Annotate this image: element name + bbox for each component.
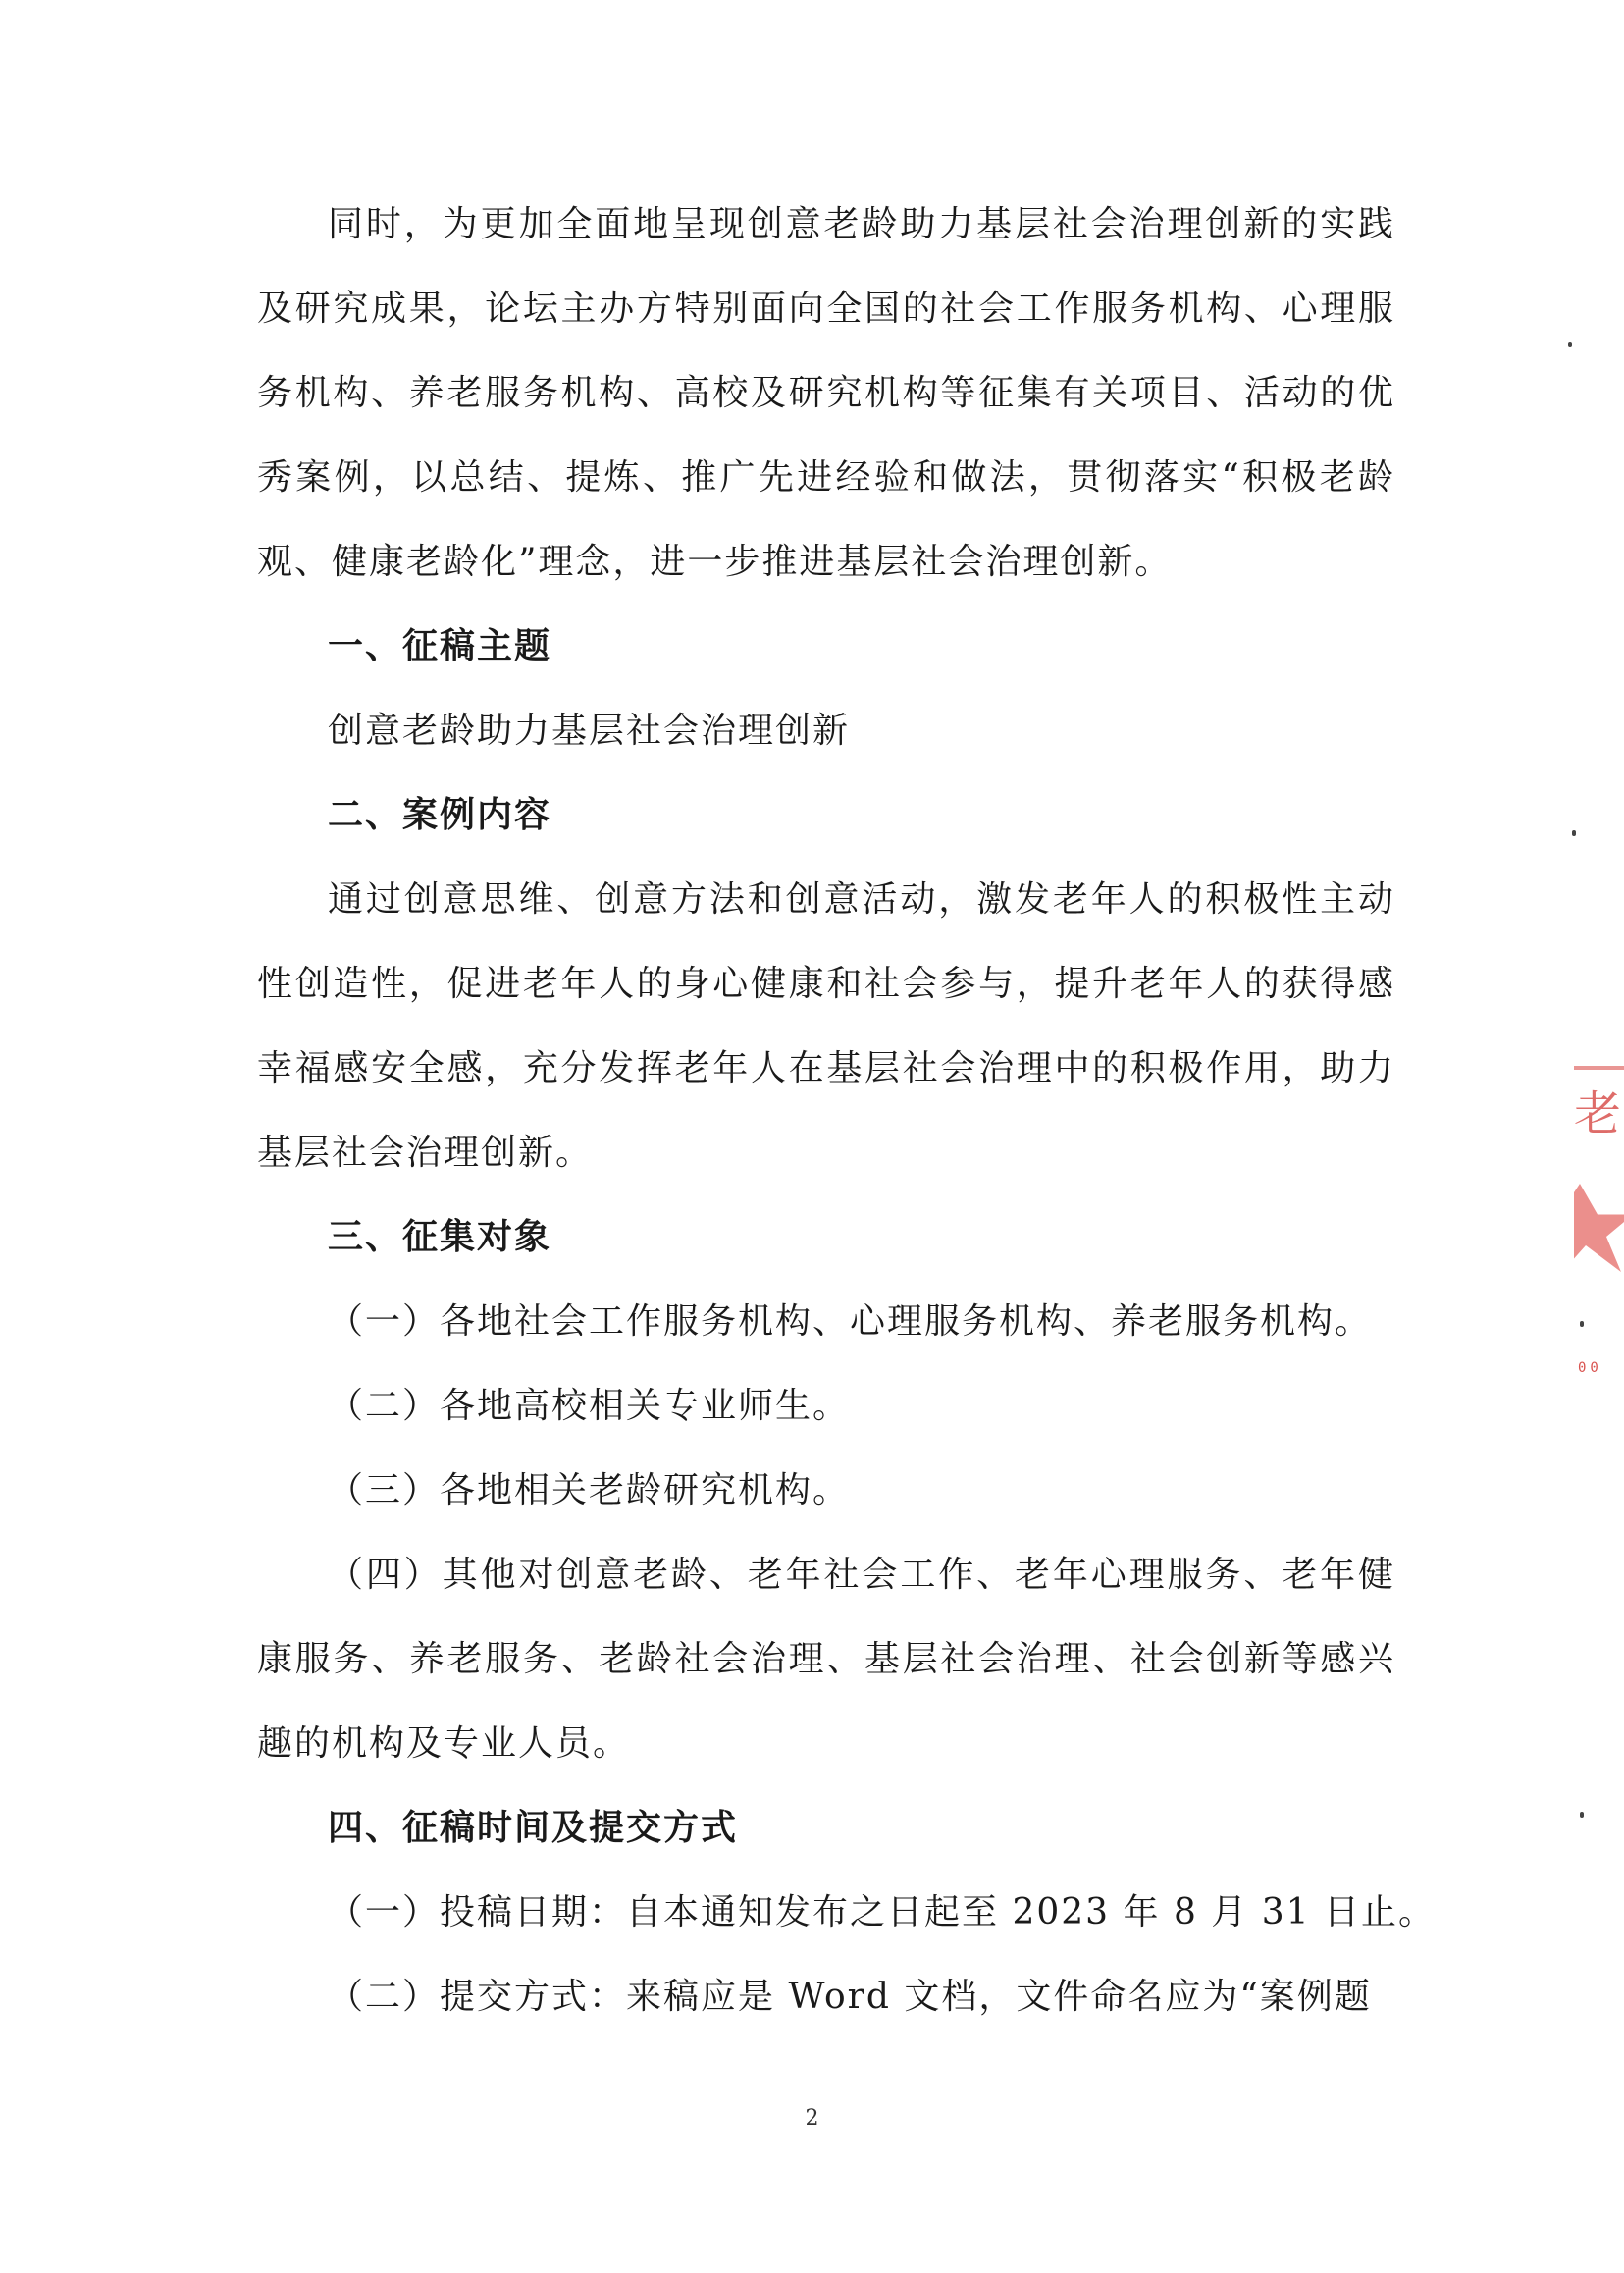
scan-speck (1580, 1321, 1584, 1327)
section-1-heading: 一、征稿主题 (328, 626, 552, 666)
section-4-item: （二）提交方式：来稿应是 Word 文档，文件命名应为“案例题 (328, 1977, 1372, 2017)
seal-character: 老 (1574, 1086, 1622, 1141)
seal-star-icon (1574, 1184, 1624, 1272)
section-2-heading: 二、案例内容 (328, 795, 552, 835)
intro-paragraph: 同时，为更加全面地呈现创意老龄助力基层社会治理创新的实践及研究成果，论坛主办方特别面向全国的社会工作服务机构、心理服务机构、养老服务机构、高校及研究机构等征集有关项目、活动的优秀案例，以总结、提炼、推广先进经验和做法，贯彻落实“积极老龄观、健康老龄化”理念，进一步推进基层社会治理创新。 (257, 204, 1395, 582)
section-4-heading: 四、征稿时间及提交方式 (328, 1808, 739, 1848)
page-number: 2 (805, 2106, 819, 2131)
seal-ring (1574, 1066, 1624, 1070)
seal-stamp-fragment (1574, 1066, 1624, 1419)
seal-digits: 00 (1578, 1360, 1602, 1376)
section-2-body: 通过创意思维、创意方法和创意活动，激发老年人的积极性主动性创造性，促进老年人的身心健康和社会参与，提升老年人的获得感幸福感安全感，充分发挥老年人在基层社会治理中的积极作用，助力基层社会治理创新。 (257, 879, 1395, 1173)
section-4-item: （一）投稿日期：自本通知发布之日起至 2023 年 8 月 31 日止。 (328, 1892, 1436, 1932)
section-3-item: （三）各地相关老龄研究机构。 (328, 1470, 851, 1510)
scan-speck (1580, 1812, 1584, 1818)
section-3-heading: 三、征集对象 (328, 1217, 552, 1257)
section-3-item: （一）各地社会工作服务机构、心理服务机构、养老服务机构。 (328, 1301, 1373, 1342)
document-body (257, 183, 1436, 2039)
scan-speck (1568, 342, 1572, 347)
section-3-item: （四）其他对创意老龄、老年社会工作、老年心理服务、老年健康服务、养老服务、老龄社会治理、基层社会治理、社会创新等感兴趣的机构及专业人员。 (257, 1555, 1395, 1764)
section-1-body: 创意老龄助力基层社会治理创新 (328, 711, 851, 751)
scan-speck (1572, 830, 1576, 836)
section-3-item: （二）各地高校相关专业师生。 (328, 1386, 851, 1426)
